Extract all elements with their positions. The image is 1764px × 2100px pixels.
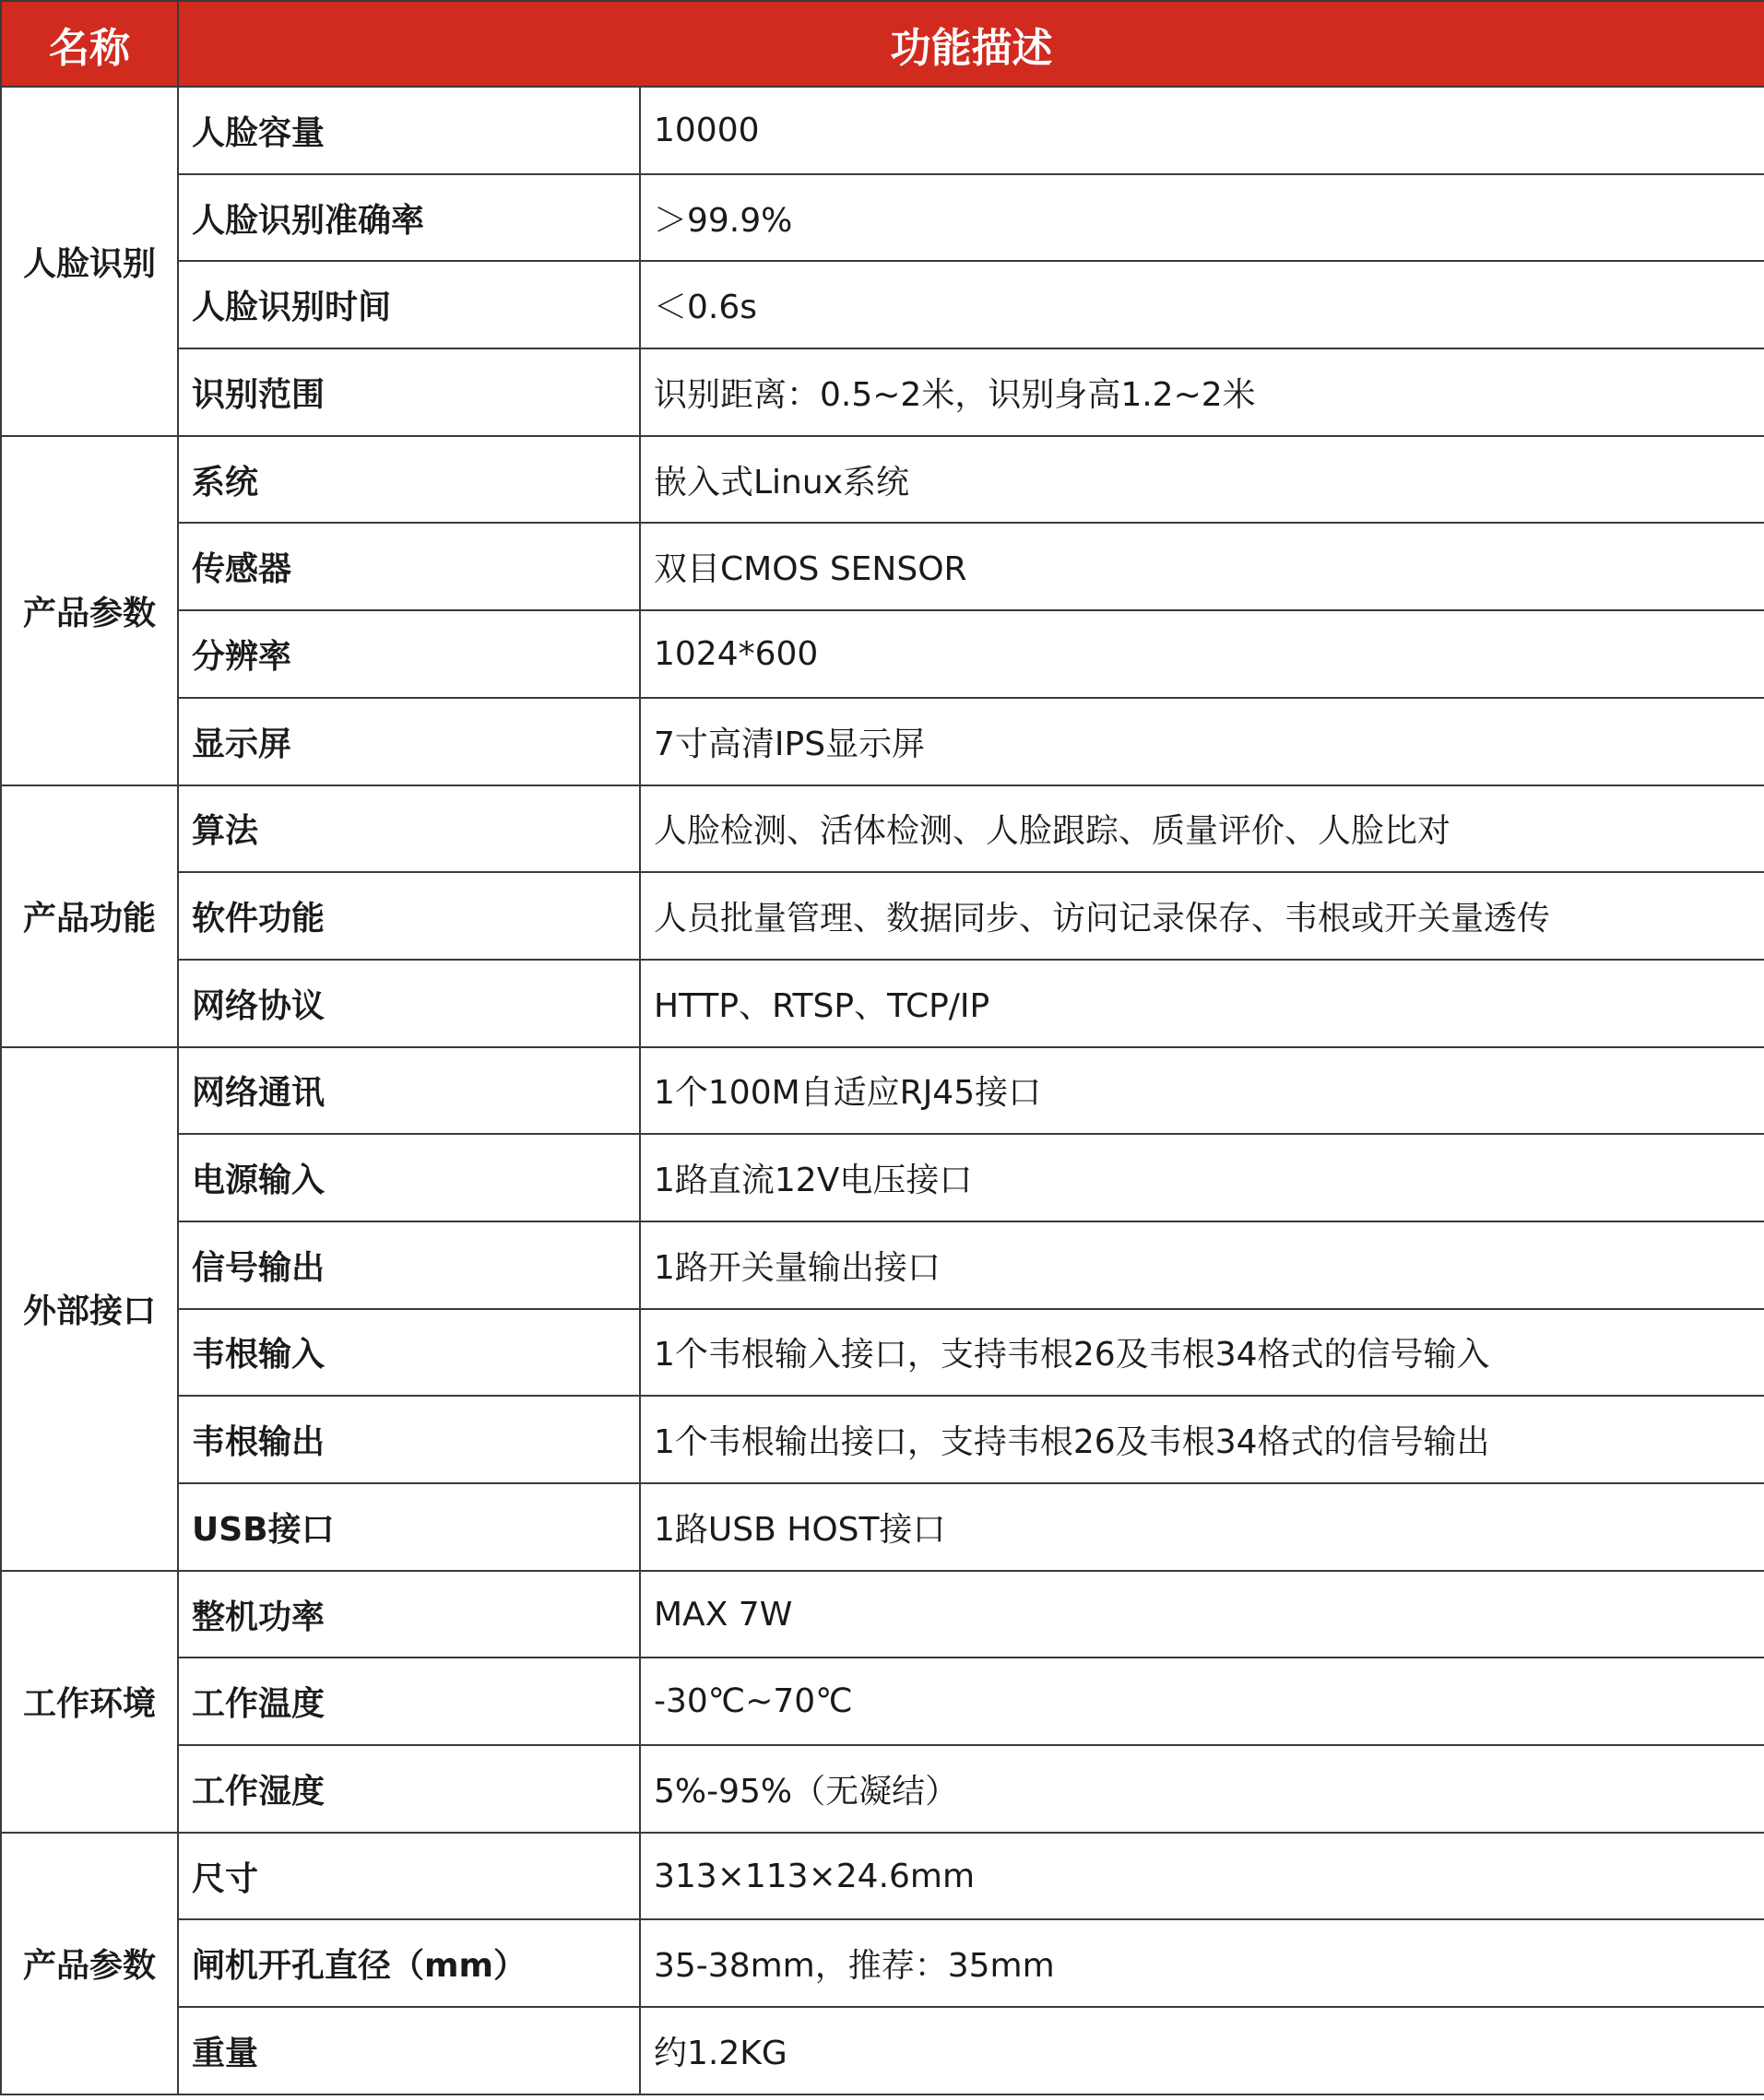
- item-desc: 双目CMOS SENSOR: [640, 523, 1764, 610]
- table-row: [1, 1571, 1764, 1658]
- item-name: 识别范围: [178, 348, 640, 436]
- item-name: 韦根输出: [178, 1396, 640, 1483]
- item-name: 信号输出: [178, 1221, 640, 1309]
- item-name: 电源输入: [178, 1134, 640, 1221]
- header-description: 功能描述: [178, 1, 1764, 87]
- item-name: 分辨率: [178, 610, 640, 698]
- item-desc: -30℃~70℃: [640, 1658, 1764, 1745]
- item-name: 软件功能: [178, 872, 640, 960]
- item-desc: 识别距离：0.5~2米，识别身高1.2~2米: [640, 348, 1764, 436]
- table-row: [1, 1483, 1764, 1571]
- item-name: 闸机开孔直径（mm）: [178, 1919, 640, 2007]
- item-name: 显示屏: [178, 698, 640, 785]
- item-name: 韦根输入: [178, 1309, 640, 1397]
- item-name: 重量: [178, 2007, 640, 2094]
- item-desc: 313×113×24.6mm: [640, 1833, 1764, 1920]
- table-row: [1, 174, 1764, 262]
- item-name: 人脸识别时间: [178, 261, 640, 348]
- item-desc: MAX 7W: [640, 1571, 1764, 1658]
- group-name: 产品参数: [1, 436, 178, 785]
- table-row: [1, 785, 1764, 873]
- table-row: [1, 523, 1764, 610]
- item-desc: 10000: [640, 87, 1764, 174]
- table-row: [1, 872, 1764, 960]
- table-row: [1, 1658, 1764, 1745]
- item-desc: 1路USB HOST接口: [640, 1483, 1764, 1571]
- item-name: 网络通讯: [178, 1047, 640, 1135]
- table-row: [1, 2007, 1764, 2094]
- item-name: USB接口: [178, 1483, 640, 1571]
- table-row: [1, 1833, 1764, 1920]
- table-row: [1, 87, 1764, 174]
- table-row: [1, 436, 1764, 524]
- table-row: [1, 1919, 1764, 2007]
- item-desc: 1路直流12V电压接口: [640, 1134, 1764, 1221]
- group-name: 外部接口: [1, 1047, 178, 1571]
- header-row: [1, 1, 1764, 87]
- item-desc: ＜0.6s: [640, 261, 1764, 348]
- spec-body: [1, 87, 1764, 2094]
- item-name: 人脸容量: [178, 87, 640, 174]
- table-row: [1, 1309, 1764, 1397]
- item-name: 工作湿度: [178, 1745, 640, 1833]
- item-name: 人脸识别准确率: [178, 174, 640, 262]
- item-name: 尺寸: [178, 1833, 640, 1920]
- item-desc: HTTP、RTSP、TCP/IP: [640, 960, 1764, 1047]
- table-row: [1, 1745, 1764, 1833]
- item-desc: 35-38mm，推荐：35mm: [640, 1919, 1764, 2007]
- item-desc: ＞99.9%: [640, 174, 1764, 262]
- item-desc: 1024*600: [640, 610, 1764, 698]
- item-desc: 1个100M自适应RJ45接口: [640, 1047, 1764, 1135]
- table-row: [1, 698, 1764, 785]
- item-desc: 1个韦根输入接口，支持韦根26及韦根34格式的信号输入: [640, 1309, 1764, 1397]
- table-row: [1, 261, 1764, 348]
- table-row: [1, 960, 1764, 1047]
- table-row: [1, 610, 1764, 698]
- group-name: 人脸识别: [1, 87, 178, 436]
- group-name: 工作环境: [1, 1571, 178, 1833]
- item-desc: 人脸检测、活体检测、人脸跟踪、质量评价、人脸比对: [640, 785, 1764, 873]
- item-name: 算法: [178, 785, 640, 873]
- item-name: 网络协议: [178, 960, 640, 1047]
- table-row: [1, 348, 1764, 436]
- item-name: 工作温度: [178, 1658, 640, 1745]
- item-desc: 1个韦根输出接口，支持韦根26及韦根34格式的信号输出: [640, 1396, 1764, 1483]
- table-row: [1, 1047, 1764, 1135]
- item-name: 整机功率: [178, 1571, 640, 1658]
- item-name: 传感器: [178, 523, 640, 610]
- group-name: 产品功能: [1, 785, 178, 1047]
- table-row: [1, 1134, 1764, 1221]
- table-row: [1, 1221, 1764, 1309]
- header-name: 名称: [1, 1, 178, 87]
- item-desc: 人员批量管理、数据同步、访问记录保存、韦根或开关量透传: [640, 872, 1764, 960]
- table-row: [1, 1396, 1764, 1483]
- item-name: 系统: [178, 436, 640, 524]
- item-desc: 1路开关量输出接口: [640, 1221, 1764, 1309]
- item-desc: 7寸高清IPS显示屏: [640, 698, 1764, 785]
- item-desc: 嵌入式Linux系统: [640, 436, 1764, 524]
- group-name: 产品参数: [1, 1833, 178, 2094]
- item-desc: 5%-95%（无凝结）: [640, 1745, 1764, 1833]
- item-desc: 约1.2KG: [640, 2007, 1764, 2094]
